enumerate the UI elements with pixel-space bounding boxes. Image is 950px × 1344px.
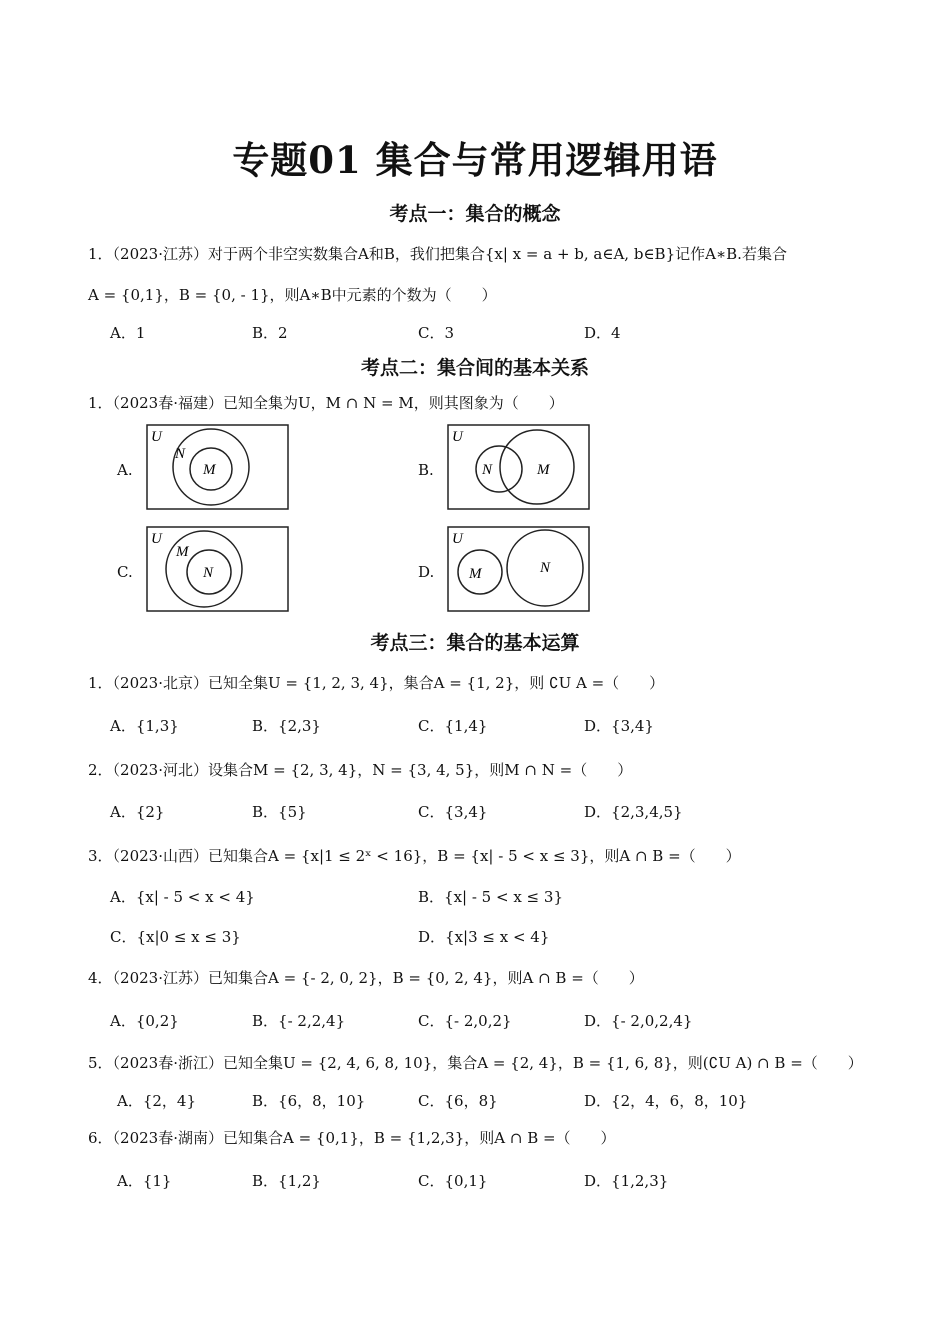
question-number: 2． <box>88 761 113 779</box>
label-n: N <box>175 446 186 462</box>
section-heading-2: 考点二：集合间的基本关系 <box>360 357 589 379</box>
label-u: U <box>151 531 162 547</box>
option-c: C．{x|0 ≤ x ≤ 3} <box>110 928 241 946</box>
venn-option-c-label: C. <box>117 563 133 581</box>
option-a: A．{1,3} <box>110 717 179 735</box>
option-b: B．{2,3} <box>252 717 321 735</box>
option-b: B．{- 2,2,4} <box>252 1012 346 1030</box>
option-d: D．{1,2,3} <box>584 1172 669 1190</box>
question-number: 6． <box>88 1129 113 1147</box>
label-n: N <box>482 462 493 478</box>
label-m: M <box>469 566 482 582</box>
venn-diagram-a <box>146 424 289 510</box>
question-text: 设集合M = {2, 3, 4}，N = {3, 4, 5}，则M ∩ N =（ ） <box>208 761 633 779</box>
venn-diagram-b <box>447 424 590 510</box>
venn-diagram-d <box>447 526 590 612</box>
question-s3-1 <box>88 672 664 693</box>
option-b: B．{x| - 5 < x ≤ 3} <box>418 888 563 906</box>
question-source: （2023春·浙江） <box>112 1054 223 1072</box>
venn-option-a-label: A. <box>117 461 133 479</box>
question-number: 5． <box>88 1054 113 1072</box>
question-text: 已知集合A = {- 2, 0, 2}，B = {0, 2, 4}，则A ∩ B =（ ） <box>208 969 644 987</box>
option-c: C．3 <box>418 324 455 342</box>
option-a: A．{2} <box>110 803 165 821</box>
question-source: （2023·江苏） <box>112 969 208 987</box>
question-text: 对于两个非空实数集合A和B，我们把集合{x| x = a + b, a∈A, b∈B}记作A∗B.若集合 <box>208 245 787 263</box>
label-n: N <box>203 565 214 581</box>
option-c: C．{1,4} <box>418 717 488 735</box>
question-s1-1-line2: A = {0,1}，B = {0, - 1}，则A∗B中元素的个数为（ ） <box>88 286 497 304</box>
question-number: 3． <box>88 847 113 865</box>
label-u: U <box>452 531 463 547</box>
question-number: 1． <box>88 245 113 263</box>
question-s3-3 <box>88 845 741 866</box>
option-d: D．{- 2,0,2,4} <box>584 1012 693 1030</box>
option-b: B．2 <box>252 324 288 342</box>
label-m: M <box>203 462 216 478</box>
label-u: U <box>452 429 463 445</box>
venn-option-b-label: B. <box>418 461 434 479</box>
option-a: A．{2，4} <box>117 1092 197 1110</box>
option-b: B．{1,2} <box>252 1172 321 1190</box>
question-number: 4． <box>88 969 113 987</box>
section-heading-3: 考点三：集合的基本运算 <box>370 632 580 654</box>
venn-diagram-c <box>146 526 289 612</box>
option-a: A．{0,2} <box>110 1012 179 1030</box>
option-a: A．{1} <box>117 1172 172 1190</box>
option-b: B．{6，8，10} <box>252 1092 366 1110</box>
question-s3-6 <box>88 1127 616 1148</box>
question-source: （2023春·湖南） <box>112 1129 223 1147</box>
question-text: 已知全集U = {1, 2, 3, 4}，集合A = {1, 2}，则 ∁U A =（ ） <box>208 674 665 692</box>
question-s3-2 <box>88 759 632 780</box>
question-source: （2023·北京） <box>112 674 208 692</box>
page-title: 专题01 集合与常用逻辑用语 <box>232 138 718 182</box>
option-c: C．{6，8} <box>418 1092 498 1110</box>
question-s1-1-line1 <box>88 243 787 264</box>
question-source: （2023·山西） <box>112 847 208 865</box>
label-m: M <box>537 462 550 478</box>
option-d: D．{2,3,4,5} <box>584 803 683 821</box>
section-heading-1: 考点一：集合的概念 <box>389 203 561 225</box>
option-c: C．{3,4} <box>418 803 488 821</box>
option-d: D．4 <box>584 324 621 342</box>
question-number: 1． <box>88 394 113 412</box>
option-d: D．{2，4，6，8，10} <box>584 1092 748 1110</box>
question-source: （2023·江苏） <box>112 245 208 263</box>
question-s2-1 <box>88 392 564 413</box>
question-s3-4 <box>88 967 644 988</box>
label-u: U <box>151 429 162 445</box>
question-text: 已知全集为U，M ∩ N = M，则其图象为（ ） <box>223 394 564 412</box>
label-n: N <box>540 560 551 576</box>
question-number: 1． <box>88 674 113 692</box>
option-a: A．1 <box>110 324 146 342</box>
option-d: D．{3,4} <box>584 717 654 735</box>
label-m: M <box>176 544 189 560</box>
question-text: 已知集合A = {0,1}，B = {1,2,3}，则A ∩ B =（ ） <box>223 1129 616 1147</box>
question-source: （2023春·福建） <box>112 394 223 412</box>
option-b: B．{5} <box>252 803 307 821</box>
option-c: C．{- 2,0,2} <box>418 1012 512 1030</box>
question-source: （2023·河北） <box>112 761 208 779</box>
question-text: 已知全集U = {2, 4, 6, 8, 10}，集合A = {2, 4}，B = {1, 6, 8}，则(∁U A) ∩ B =（ ） <box>223 1054 863 1072</box>
question-s3-5 <box>88 1052 863 1073</box>
option-d: D．{x|3 ≤ x < 4} <box>418 928 550 946</box>
option-a: A．{x| - 5 < x < 4} <box>110 888 255 906</box>
venn-option-d-label: D. <box>418 563 435 581</box>
option-c: C．{0,1} <box>418 1172 488 1190</box>
question-text: 已知集合A = {x|1 ≤ 2ˣ < 16}，B = {x| - 5 < x ≤ 3}，则A ∩ B =（ ） <box>208 847 741 865</box>
